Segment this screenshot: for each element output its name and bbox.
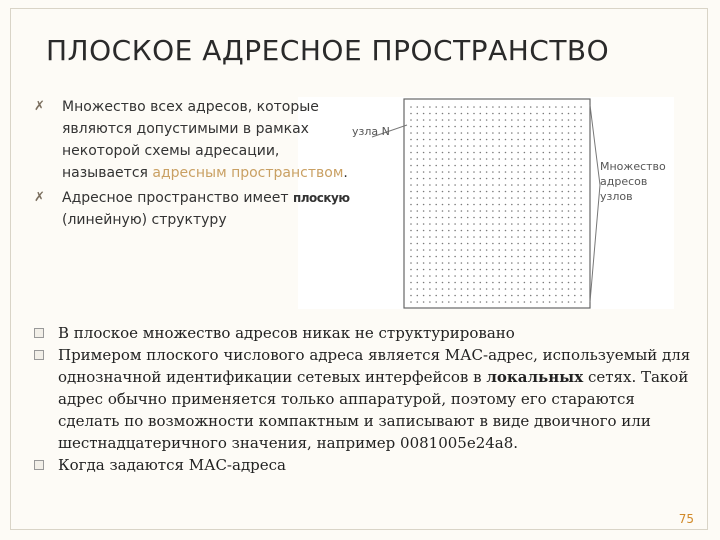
main-bullet-text: В плоское множество адресов никак не структурировано [58,324,515,342]
sub-bullet-list [34,96,364,231]
address-set-label: Множество адресов узлов [600,160,666,203]
square-bullet-icon [34,350,44,360]
main-bullet-text-end: сетях. Такой адрес обычно применяется только аппаратурой, поэтому его стараются сделать по возможности компактным и записывают в виде двоичного или шестнадцатеричного значения, например 0081005е24а8. [58,368,689,452]
main-bullet-item [34,454,694,476]
sub-bullet-text: Адресное пространство имеет [62,190,293,206]
sub-bullet-text: Множество всех адресов, которые являются допустимыми в рамках некоторой схемы адресации, называется [62,99,319,181]
square-bullet-icon [34,460,44,470]
sub-bullet-item [34,187,364,231]
page-number: 75 [678,512,694,526]
emphasis-term: локальных [486,368,584,386]
highlight-term: адресным пространством [152,165,344,181]
main-bullet-text: Примером плоского числового адреса является МАС-адрес, используемый для однозначной идентификации сетевых интерфейсов в [58,346,691,386]
sub-bullet-item [34,96,364,184]
sub-bullet-text-end: (линейную) структуру [62,212,227,228]
main-bullet-item [34,344,694,454]
slide-title: ПЛОСКОЕ АДРЕСНОЕ ПРОСТРАНСТВО [46,34,610,67]
main-bullet-item [34,322,694,344]
node-label: узла N [352,125,390,138]
main-bullet-text: Когда задаются МАС-адреса [58,456,287,474]
main-bullet-list [34,322,694,476]
x-bullet-icon: ✗ [34,99,45,114]
square-bullet-icon [34,328,44,338]
sub-bullet-text-end: . [343,165,348,181]
x-bullet-icon: ✗ [34,190,45,205]
emphasis-term: плоскую [292,191,350,205]
